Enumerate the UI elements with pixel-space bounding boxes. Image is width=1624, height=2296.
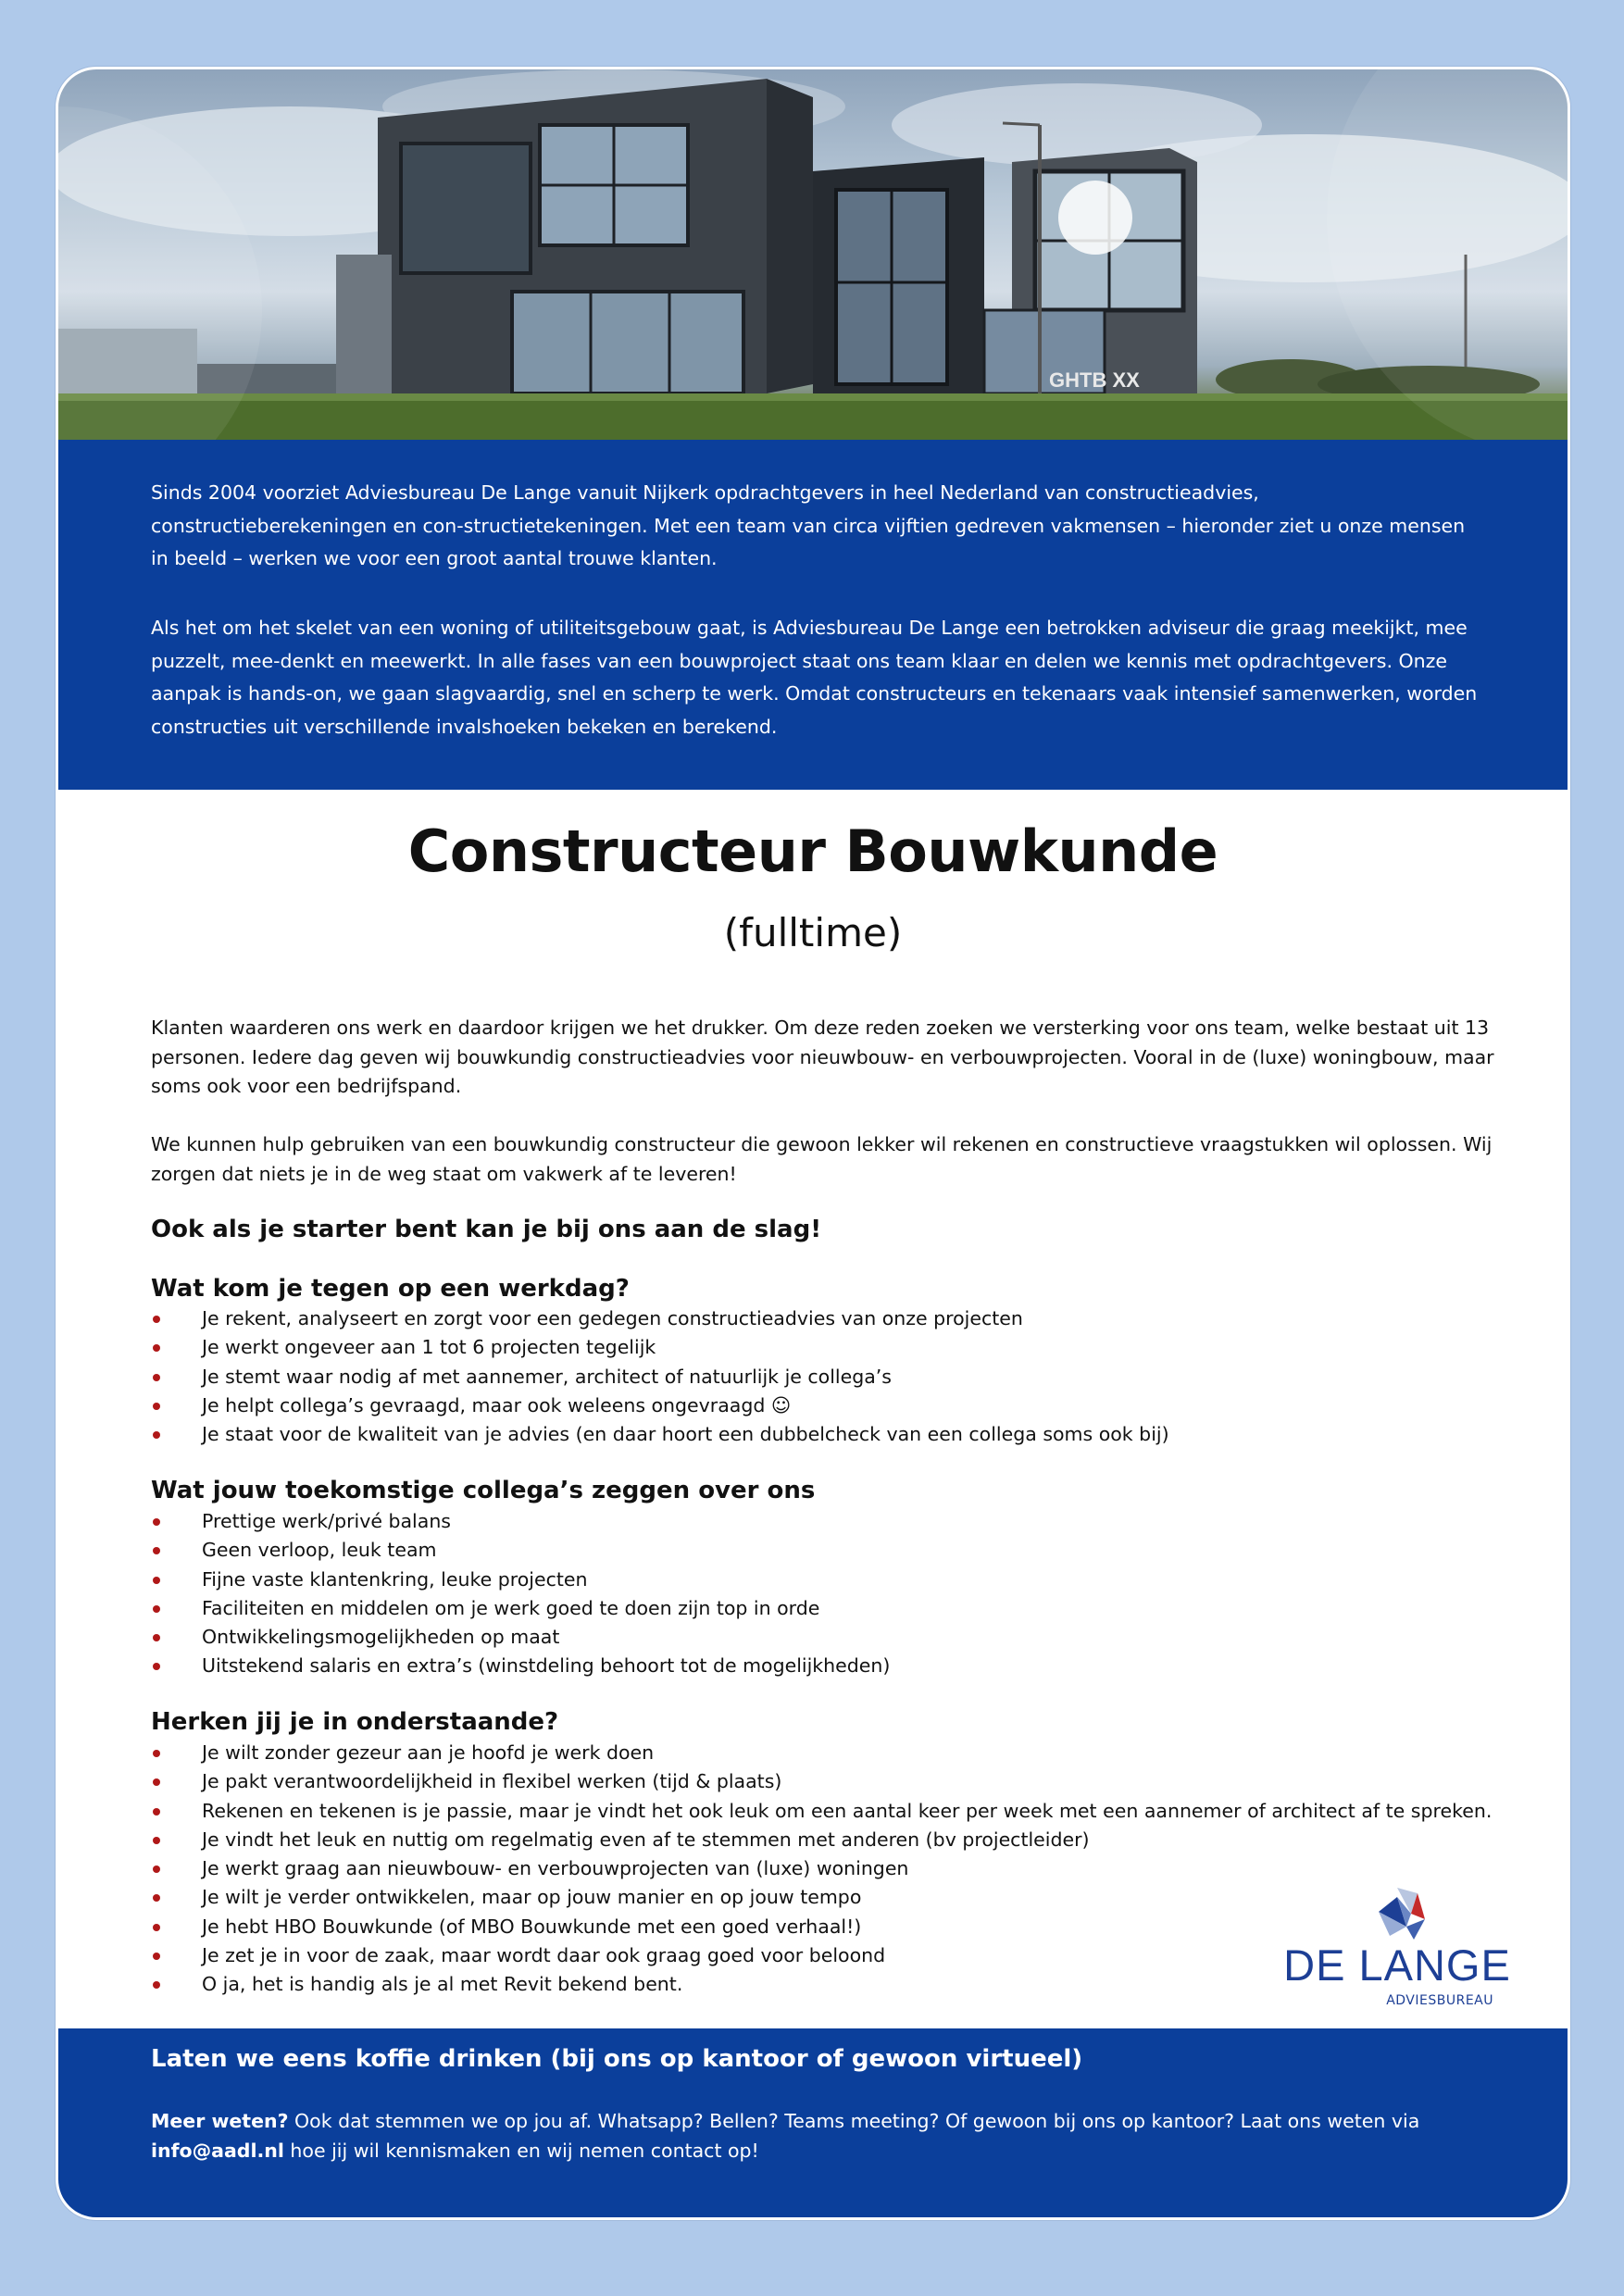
building-photo [58, 69, 1568, 440]
list-item-text: Je pakt verantwoordelijkheid in flexibel werken (tijd & plaats) [202, 1770, 782, 1793]
list-item-text: Je wilt je verder ontwikkelen, maar op jouw manier en op jouw tempo [202, 1886, 862, 1909]
bullet-icon [153, 1894, 160, 1902]
list-item-text: Fijne vaste klantenkring, leuke projecten [202, 1567, 588, 1591]
list-item [151, 1363, 1503, 1391]
colleagues-heading: Wat jouw toekomstige collega’s zeggen over ons [151, 1477, 816, 1504]
logo-subtitle: ADVIESBUREAU [1386, 1993, 1493, 2008]
list-item-text: Rekenen en tekenen is je passie, maar je vindt het ook leuk om een aantal keer per week met een aannemer of architect af te spreken. [202, 1799, 1493, 1822]
list-item-text: Je hebt HBO Bouwkunde (of MBO Bouwkunde met een goed verhaal!) [202, 1915, 862, 1938]
bullet-icon [153, 1778, 160, 1786]
footer-text-part2: hoe jij wil kennismaken en wij nemen contact op! [283, 2140, 759, 2162]
bullet-icon [153, 1518, 160, 1526]
company-logo [1258, 1886, 1536, 2025]
list-item [151, 1797, 1503, 1826]
list-item-text: Prettige werk/privé balans [202, 1510, 451, 1532]
bullet-icon [153, 1663, 160, 1670]
contact-footer [58, 2028, 1568, 2217]
bullet-icon [153, 1953, 160, 1960]
bullet-icon [153, 1924, 160, 1931]
bullet-icon [153, 1316, 160, 1323]
list-item [151, 1391, 1503, 1420]
workday-list [151, 1304, 1503, 1449]
bullet-icon [153, 1750, 160, 1757]
list-item-text: Je zet je in voor de zaak, maar wordt daar ook graag goed voor beloond [202, 1944, 886, 1967]
intro-paragraph-1: Sinds 2004 voorziet Adviesbureau De Lange vanuit Nijkerk opdrachtgevers in heel Nederland van constructieadvies, constructieberekeningen en con-structietekeningen. Met een team van circa vijftien gedreven vakmensen – hieronder ziet u onze mensen in beeld – werken we voor een groot aantal trouwe klanten. [151, 481, 1466, 569]
intro-band [58, 440, 1568, 790]
starter-heading: Ook als je starter bent kan je bij ons aan de slag! [151, 1216, 822, 1243]
list-item [151, 1854, 1503, 1883]
job-paragraph-1: Klanten waarderen ons werk en daardoor krijgen we het drukker. Om deze reden zoeken we versterking voor ons team, welke bestaat uit 13 personen. Iedere dag geven wij bouwkundig constructieadvies voor nieuwbouw- en verbouwprojecten. Vooral in de (luxe) woningbouw, maar soms ook voor een bedrijfspand. [151, 1017, 1494, 1097]
list-item [151, 1420, 1503, 1449]
job-paragraph-2: We kunnen hulp gebruiken van een bouwkundig constructeur die gewoon lekker wil rekenen en constructieve vraagstukken wil oplossen. Wij zorgen dat niets je in de weg staat om vakwerk af te leveren! [151, 1133, 1493, 1185]
list-item [151, 1566, 1503, 1594]
bullet-icon [153, 1866, 160, 1873]
vacancy-card [56, 67, 1570, 2220]
list-item-text: O ja, het is handig als je al met Revit bekend bent. [202, 1973, 683, 1996]
footer-heading: Laten we eens koffie drinken (bij ons op kantoor of gewoon virtueel) [151, 2045, 1083, 2073]
contact-email-link[interactable]: info@aadl.nl [151, 2140, 284, 2162]
bullet-icon [153, 1344, 160, 1352]
list-item-text: Ontwikkelingsmogelijkheden op maat [202, 1626, 560, 1649]
bullet-icon [153, 1374, 160, 1381]
bullet-icon [153, 1547, 160, 1554]
colleagues-list [151, 1507, 1503, 1681]
bullet-icon [153, 1634, 160, 1641]
list-item-text: Je rekent, analyseert en zorgt voor een gedegen constructieadvies van onze projecten [202, 1307, 1023, 1329]
bullet-icon [153, 1577, 160, 1584]
bullet-icon [153, 1837, 160, 1844]
footer-text-part1: Ook dat stemmen we op jou af. Whatsapp? Bellen? Teams meeting? Of gewoon bij ons op kantoor? Laat ons weten via [288, 2110, 1420, 2132]
profile-heading: Herken jij je in onderstaande? [151, 1708, 559, 1736]
list-item-text: Faciliteiten en middelen om je werk goed te doen zijn top in orde [202, 1596, 820, 1619]
list-item [151, 1333, 1503, 1362]
bullet-icon [153, 1808, 160, 1816]
bullet-icon [153, 1431, 160, 1439]
building-sign: GHTB XX [1049, 368, 1140, 392]
list-item [151, 1826, 1503, 1854]
list-item-text: Uitstekend salaris en extra’s (winstdeling behoort tot de mogelijkheden) [202, 1654, 891, 1678]
list-item [151, 1739, 1503, 1767]
list-item [151, 1652, 1503, 1680]
list-item [151, 1536, 1503, 1565]
bullet-icon [153, 1605, 160, 1613]
hero-photo [58, 69, 1568, 440]
list-item [151, 1623, 1503, 1652]
bullet-icon [153, 1981, 160, 1989]
intro-paragraph-2: Als het om het skelet van een woning of utiliteitsgebouw gaat, is Adviesbureau De Lange een betrokken adviseur die graag meekijkt, mee puzzelt, mee-denkt en meewerkt. In alle fases van een bouwproject staat ons team klaar en delen we kennis met opdrachtgevers. Onze aanpak is hands-on, we gaan slagvaardig, snel en scherp te werk. Omdat constructeurs en tekenaars vaak intensief samenwerken, worden constructies uit verschillende invalshoeken bekeken en berekend. [151, 617, 1478, 738]
list-item [151, 1304, 1503, 1333]
list-item-text: Je wilt zonder gezeur aan je hoofd je werk doen [202, 1741, 655, 1764]
logo-name: DE LANGE [1283, 1940, 1511, 1990]
list-item [151, 1594, 1503, 1623]
job-subtitle: (fulltime) [723, 910, 903, 955]
footer-lead: Meer weten? [151, 2110, 289, 2132]
job-title: Constructeur Bouwkunde [407, 817, 1218, 885]
list-item-text: Je helpt collega’s gevraagd, maar ook weleens ongevraagd ☺ [202, 1393, 792, 1416]
list-item [151, 1767, 1503, 1796]
list-item-text: Je werkt graag aan nieuwbouw- en verbouwprojecten van (luxe) woningen [202, 1857, 909, 1880]
list-item-text: Geen verloop, leuk team [202, 1539, 437, 1562]
list-item-text: Je vindt het leuk en nuttig om regelmatig even af te stemmen met anderen (bv projectleider) [202, 1828, 1090, 1851]
footer-text [151, 2106, 1493, 2165]
list-item-text: Je werkt ongeveer aan 1 tot 6 projecten tegelijk [202, 1336, 656, 1359]
list-item [151, 1507, 1503, 1536]
bullet-icon [153, 1403, 160, 1410]
list-item-text: Je staat voor de kwaliteit van je advies (en daar hoort een dubbelcheck van een collega soms ook bij) [202, 1423, 1169, 1446]
list-item-text: Je stemt waar nodig af met aannemer, architect of natuurlijk je collega’s [202, 1365, 892, 1388]
workday-heading: Wat kom je tegen op een werkdag? [151, 1275, 630, 1303]
